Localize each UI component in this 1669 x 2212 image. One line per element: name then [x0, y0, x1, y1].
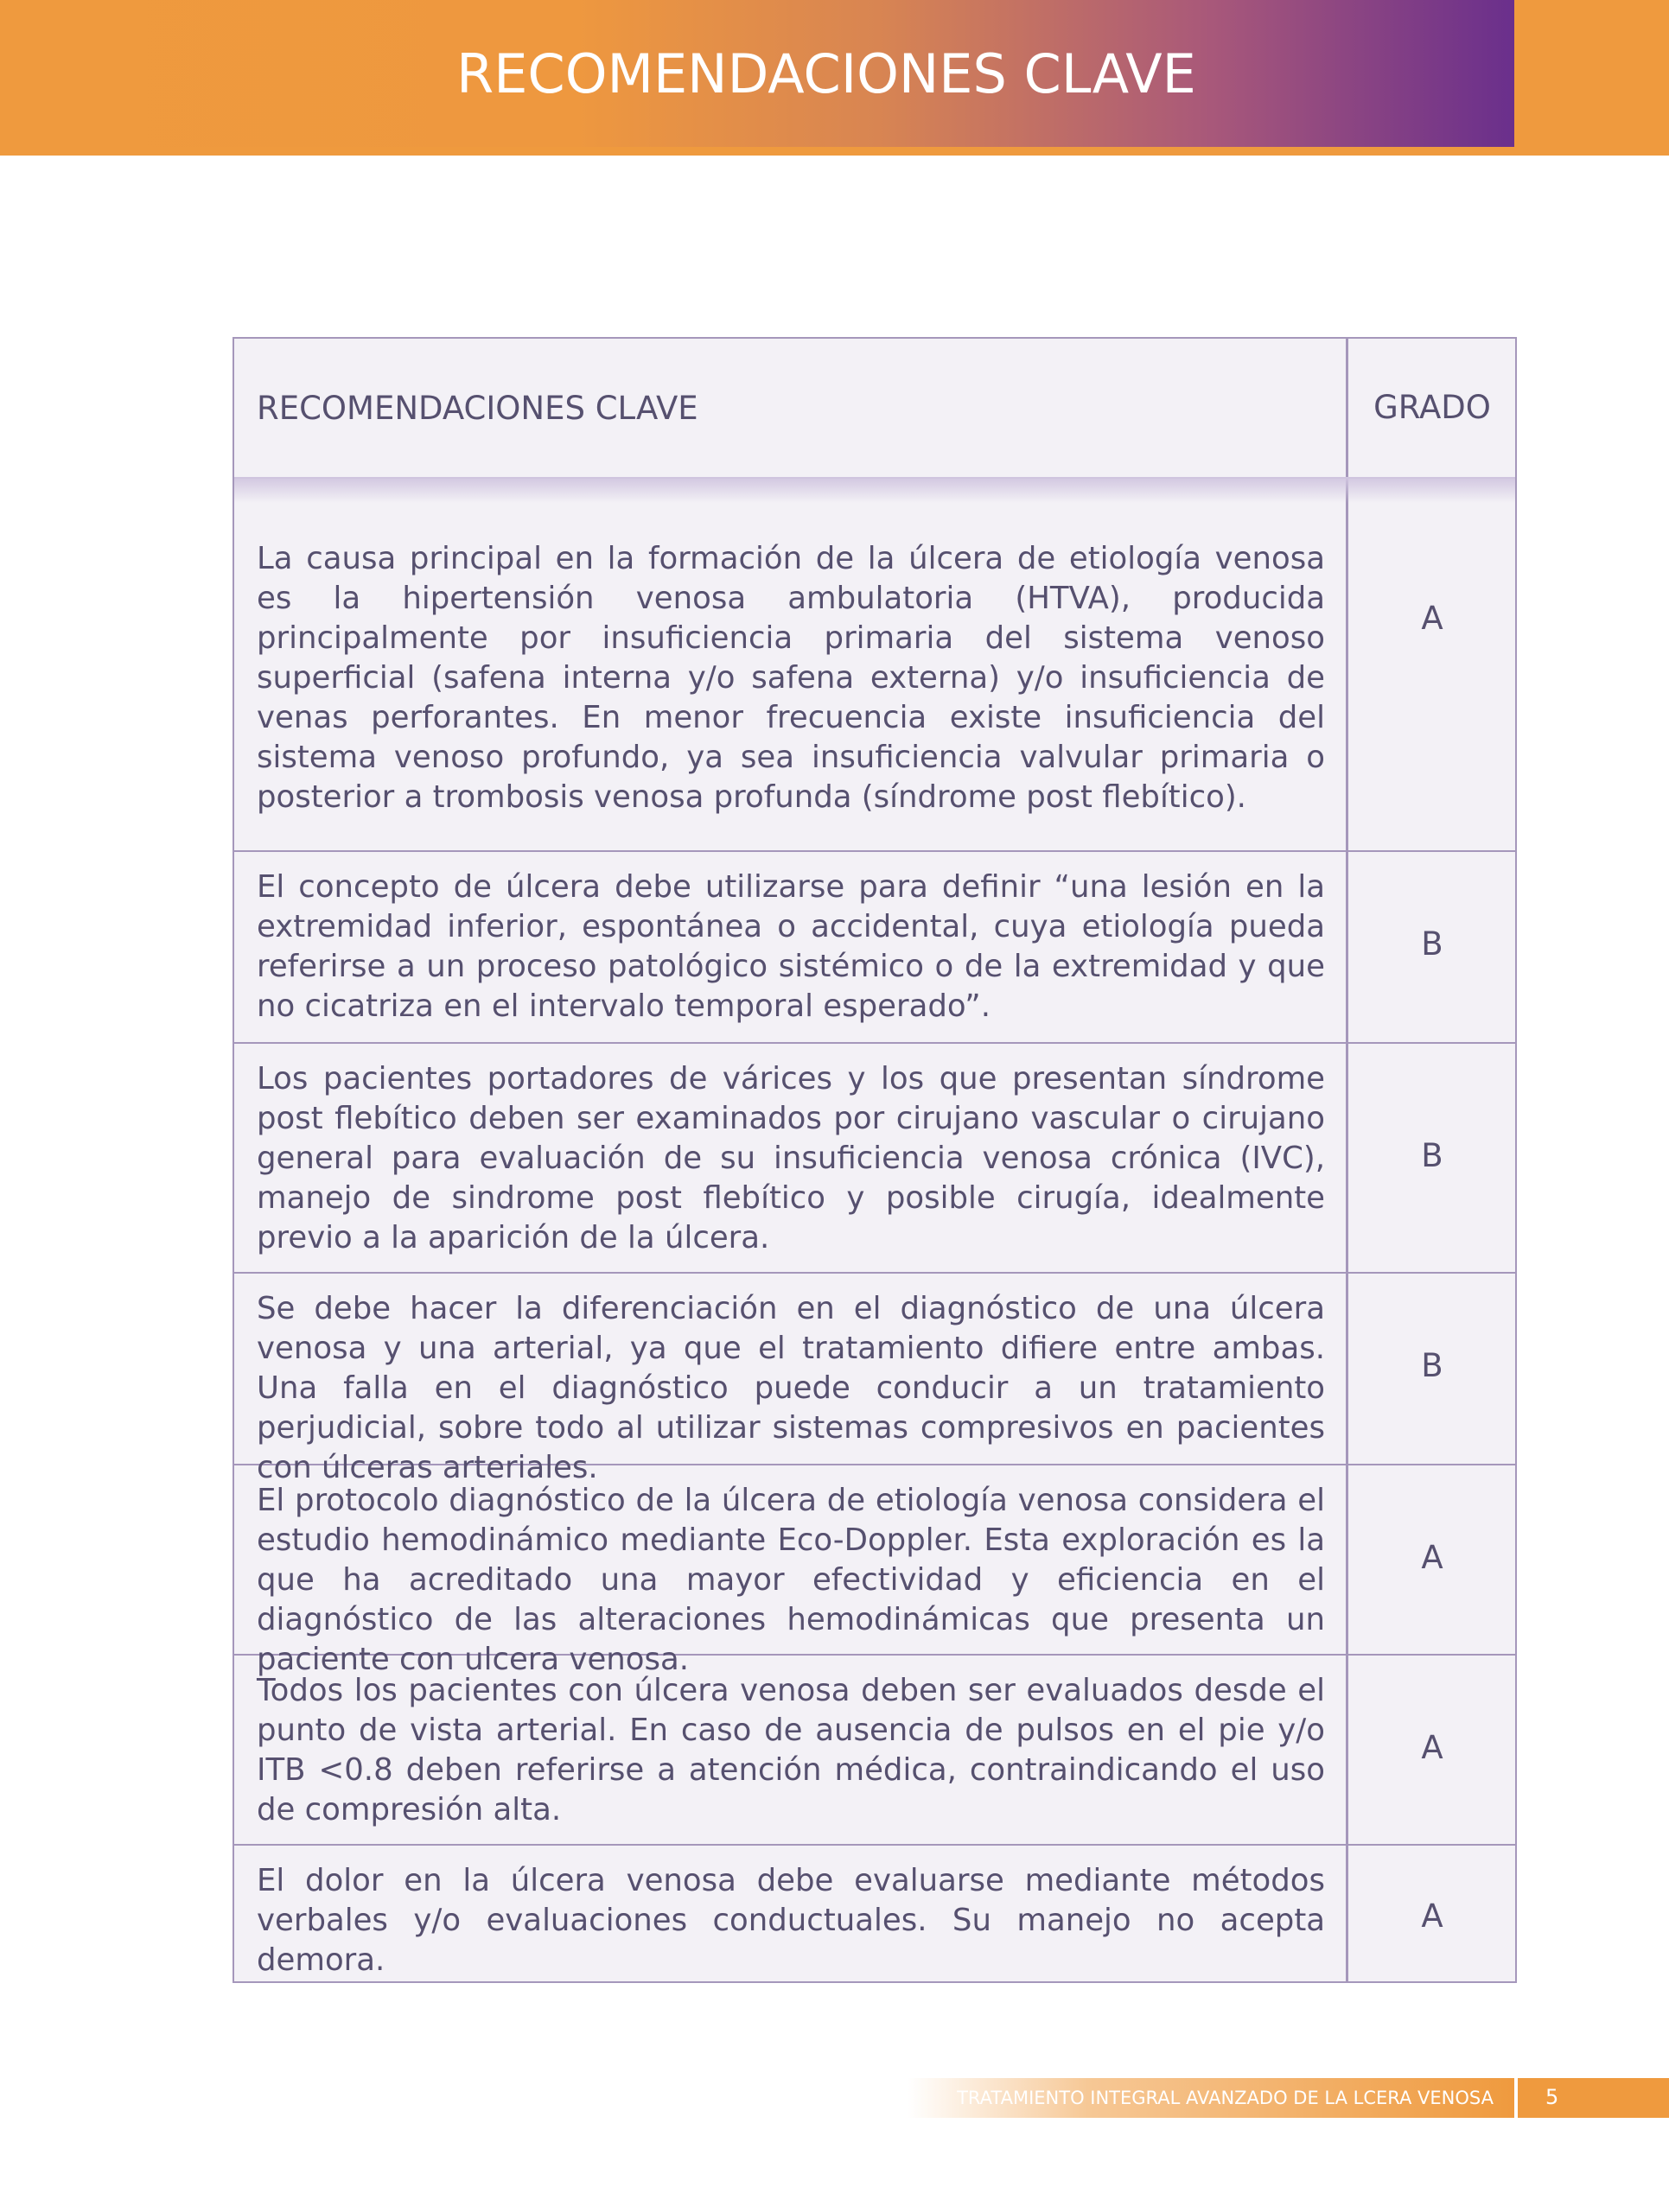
recommendation-text: Se debe hacer la diferenciación en el diagnóstico de una úlcera venosa y una arterial, ya que el tratamiento difiere entre ambas. Una falla en el diagnóstico puede conducir a un tratamiento perjudicial, sobre todo al utilizar sistemas compresivos en pacientes con úlceras arteriales. [257, 1291, 1325, 1485]
recommendation-text: Los pacientes portadores de várices y los que presentan síndrome post flebítico deben ser examinados por cirujano vascular o cirujano general para evaluación de su insuficiencia venosa crónica (IVC), manejo de sindrome post flebítico y posible cirugía, idealmente previo a la aparición de la úlcera. [257, 1061, 1325, 1255]
footer-running-title: TRATAMIENTO INTEGRAL AVANZADO DE LA LCERA VENOSA [957, 2088, 1494, 2108]
table-row [234, 1274, 1515, 1485]
grade-value: A [1421, 1897, 1443, 1935]
table-row [234, 479, 1515, 852]
column-header-grade: GRADO [1373, 389, 1491, 426]
grade-value: B [1421, 1137, 1443, 1174]
column-header-recommendations: RECOMENDACIONES CLAVE [257, 390, 698, 427]
recommendation-text: El dolor en la úlcera venosa debe evaluarse mediante métodos verbales y/o evaluaciones conductuales. Su manejo no acepta demora. [257, 1863, 1325, 1978]
grade-value: A [1421, 1729, 1443, 1766]
table-row [234, 1656, 1515, 1846]
recommendation-text: El concepto de úlcera debe utilizarse para definir “una lesión en la extremidad inferior, espontánea o accidental, cuya etiología pueda referirse a un proceso patológico sistémico o de la extremidad y que no cicatriza en el intervalo temporal esperado”. [257, 869, 1325, 1024]
grade-value: A [1421, 1539, 1443, 1576]
page-title: RECOMENDACIONES CLAVE [456, 41, 1196, 105]
recommendation-text: La causa principal en la formación de la úlcera de etiología venosa es la hipertensión venosa ambulatoria (HTVA), producida principalmente por insuficiencia primaria del sistema venoso superficial (safena interna y/o safena externa) y/o insuficiencia de venas perforantes. En menor frecuencia existe insuficiencia del sistema venoso profundo, ya sea insuficiencia valvular primaria o posterior a trombosis venosa profunda (síndrome post flebítico). [257, 541, 1325, 815]
footer-running-title-bar [908, 2078, 1514, 2118]
page-number-box [1518, 2078, 1669, 2118]
page-number: 5 [1545, 2085, 1559, 2109]
table-row [234, 1044, 1515, 1274]
table-row [234, 1465, 1515, 1677]
table-header-row [234, 339, 1515, 479]
table-row [234, 1846, 1515, 1983]
recommendation-text: Todos los pacientes con úlcera venosa deben ser evaluados desde el punto de vista arterial. En caso de ausencia de pulsos en el pie y/o ITB <0.8 deben referirse a atención médica, contraindicando el uso de compresión alta. [257, 1673, 1325, 1827]
recommendations-table [233, 337, 1517, 1983]
recommendation-text: El protocolo diagnóstico de la úlcera de etiología venosa considera el estudio hemodinámico mediante Eco-Doppler. Esta exploración es la que ha acreditado una mayor efectividad y eficiencia en el diagnóstico de las alteraciones hemodinámicas que presenta un paciente con ulcera venosa. [257, 1483, 1325, 1677]
grade-value: A [1421, 600, 1443, 637]
grade-value: B [1421, 925, 1443, 963]
table-row [234, 852, 1515, 1044]
title-banner [0, 0, 1514, 147]
grade-value: B [1421, 1347, 1443, 1384]
